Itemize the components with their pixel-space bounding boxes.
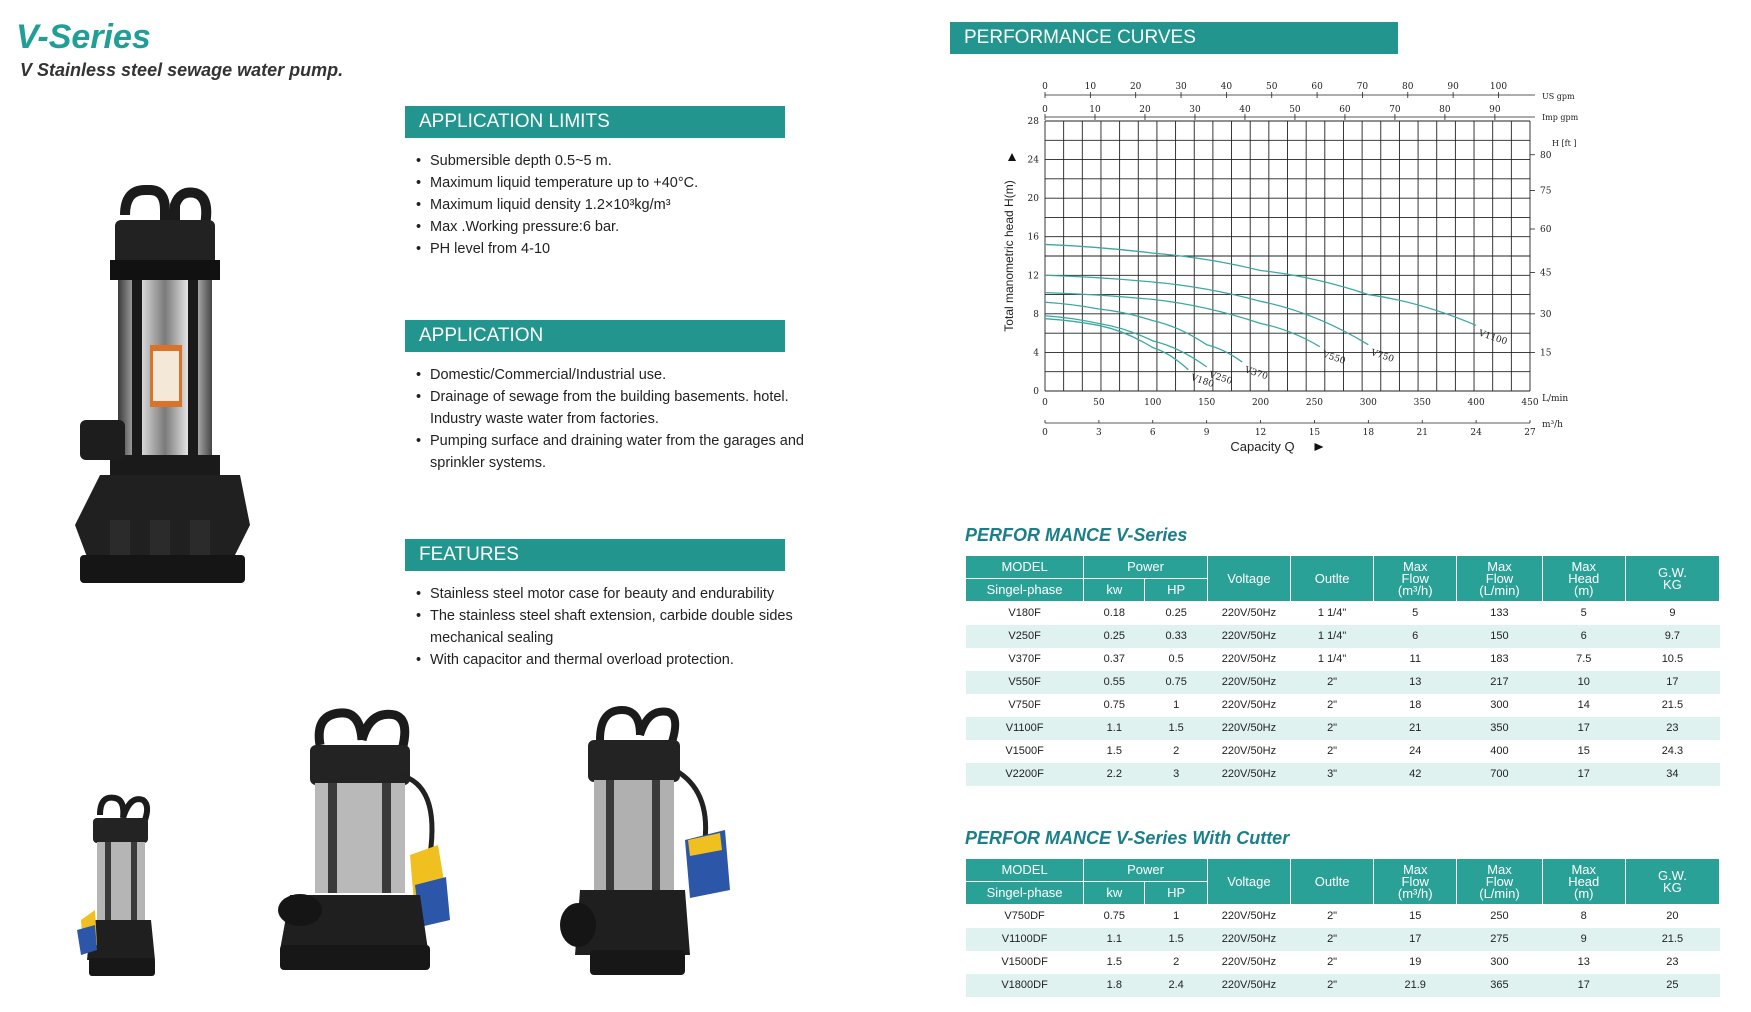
table-cell: V2200F xyxy=(966,763,1084,786)
ft-tick-label: 60 xyxy=(1540,225,1552,235)
m3h-axis-label: m³/h xyxy=(1542,420,1563,430)
col-model: MODEL xyxy=(966,859,1084,882)
table-cell: 2" xyxy=(1291,740,1374,763)
table2-title: PERFOR MANCE V-Series With Cutter xyxy=(965,828,1290,848)
impgpm-axis-label: Imp gpm xyxy=(1542,113,1579,122)
table-cell: V750F xyxy=(966,694,1084,717)
table-cell: 2" xyxy=(1291,671,1374,694)
table-cell: 24.3 xyxy=(1625,740,1719,763)
table-cell: 2" xyxy=(1291,928,1374,951)
x-tick-label: 50 xyxy=(1093,398,1105,408)
table-cell: 2 xyxy=(1145,740,1207,763)
usgpm-tick-label: 20 xyxy=(1129,82,1142,92)
table-cell: 220V/50Hz xyxy=(1207,763,1290,786)
col-phase: Singel-phase xyxy=(966,882,1084,905)
table-cell: 17 xyxy=(1625,671,1719,694)
table-cell: 34 xyxy=(1625,763,1719,786)
table-cell: 1.1 xyxy=(1084,717,1145,740)
curve-label: V550 xyxy=(1320,349,1347,367)
table-cell: 1.5 xyxy=(1145,928,1207,951)
table-row xyxy=(966,694,1720,717)
table-cell: 250 xyxy=(1457,905,1542,928)
table-cell: 220V/50Hz xyxy=(1207,928,1290,951)
table-cell: V180F xyxy=(966,602,1084,625)
table-cell: 17 xyxy=(1542,717,1625,740)
table-row xyxy=(966,671,1720,694)
usgpm-tick-label: 0 xyxy=(1042,82,1048,92)
m3h-tick-label: 9 xyxy=(1203,428,1210,438)
table-cell: 1 xyxy=(1145,905,1207,928)
table-cell: 42 xyxy=(1374,763,1457,786)
table-cell: 2" xyxy=(1291,905,1374,928)
y-tick-label: 20 xyxy=(1027,194,1039,205)
ft-tick-label: 80 xyxy=(1540,150,1552,161)
list-item: • PH level from 4-10 xyxy=(416,238,806,260)
col-max-head: Max Head (m) xyxy=(1542,859,1625,905)
table-cell: 10 xyxy=(1542,671,1625,694)
table-cell: 220V/50Hz xyxy=(1207,648,1290,671)
table-cell: 0.25 xyxy=(1084,625,1145,648)
table-cell: 2" xyxy=(1291,717,1374,740)
table-cell: 17 xyxy=(1542,974,1625,997)
table-cell: 23 xyxy=(1625,951,1719,974)
impgpm-tick-label: 90 xyxy=(1489,105,1501,115)
table-cell: 21.5 xyxy=(1625,694,1719,717)
list-item: • Maximum liquid density 1.2×10³kg/m³ xyxy=(416,194,806,216)
usgpm-tick-label: 100 xyxy=(1489,82,1508,92)
table-cell: 6 xyxy=(1542,625,1625,648)
table-cell: V1500F xyxy=(966,740,1084,763)
x-tick-label: 350 xyxy=(1413,398,1431,408)
table-row xyxy=(966,740,1720,763)
list-item: • With capacitor and thermal overload protection. xyxy=(416,649,816,671)
table-cell: 220V/50Hz xyxy=(1207,717,1290,740)
col-max-head: Max Head (m) xyxy=(1542,556,1625,602)
y-tick-label: 8 xyxy=(1033,309,1039,320)
table-cell: 9.7 xyxy=(1625,625,1719,648)
table-cell: 23 xyxy=(1625,717,1719,740)
table-cell: 21 xyxy=(1374,717,1457,740)
m3h-tick-label: 6 xyxy=(1149,428,1156,438)
col-voltage: Voltage xyxy=(1207,556,1290,602)
table-cell: 20 xyxy=(1625,905,1719,928)
curve-v250 xyxy=(1045,316,1207,367)
table-cell: 0.37 xyxy=(1084,648,1145,671)
col-kw: kw xyxy=(1084,882,1145,905)
performance-table xyxy=(965,555,1720,786)
col-voltage: Voltage xyxy=(1207,859,1290,905)
x-tick-label: 300 xyxy=(1359,398,1377,408)
table-cell: 2.4 xyxy=(1145,974,1207,997)
ft-axis-label: H [ft ] xyxy=(1552,139,1577,148)
usgpm-tick-label: 30 xyxy=(1175,82,1187,92)
table-cell: V1100F xyxy=(966,717,1084,740)
table-row xyxy=(966,951,1720,974)
table-cell: 150 xyxy=(1457,625,1542,648)
main-pump-image xyxy=(70,185,260,595)
curve-label: V1100 xyxy=(1477,328,1509,348)
curve-v750 xyxy=(1045,275,1368,344)
table-cell: 13 xyxy=(1374,671,1457,694)
table-cell: 220V/50Hz xyxy=(1207,671,1290,694)
table-cell: 2.2 xyxy=(1084,763,1145,786)
application-list xyxy=(416,364,816,474)
table-cell: 15 xyxy=(1374,905,1457,928)
curve-label: V750 xyxy=(1369,348,1396,365)
table-cell: 220V/50Hz xyxy=(1207,951,1290,974)
table-cell: 0.18 xyxy=(1084,602,1145,625)
col-hp: HP xyxy=(1145,579,1207,602)
ft-tick-label: 45 xyxy=(1540,268,1552,279)
table1-title: PERFOR MANCE V-Series xyxy=(965,525,1188,545)
table-cell: V1100DF xyxy=(966,928,1084,951)
table-cell: 220V/50Hz xyxy=(1207,694,1290,717)
table-row xyxy=(966,648,1720,671)
cutter-performance-table xyxy=(965,858,1720,997)
curve-label: V250 xyxy=(1207,370,1234,388)
table-cell: 0.75 xyxy=(1084,694,1145,717)
m3h-tick-label: 18 xyxy=(1362,428,1375,438)
impgpm-tick-label: 20 xyxy=(1139,105,1151,115)
small-pump-image xyxy=(75,790,160,990)
table-cell: 365 xyxy=(1457,974,1542,997)
table-cell: 8 xyxy=(1542,905,1625,928)
y-tick-label: 4 xyxy=(1033,348,1039,359)
m3h-tick-label: 12 xyxy=(1254,428,1267,438)
performance-curve-chart xyxy=(1000,76,1700,516)
table-cell: 24 xyxy=(1374,740,1457,763)
x-tick-label: 150 xyxy=(1198,398,1216,408)
list-item: • Submersible depth 0.5~5 m. xyxy=(416,150,806,172)
col-kw: kw xyxy=(1084,579,1145,602)
col-max-flow-m3h: Max Flow (m³/h) xyxy=(1374,859,1457,905)
list-item: • Domestic/Commercial/Industrial use. xyxy=(416,364,816,386)
table-cell: 5 xyxy=(1374,602,1457,625)
y-tick-label: 16 xyxy=(1027,232,1039,243)
list-item: • Stainless steel motor case for beauty and endurability xyxy=(416,583,816,605)
performance-curves-heading: PERFORMANCE CURVES xyxy=(950,22,1398,54)
col-max-flow-lmin: Max Flow (L/min) xyxy=(1457,556,1542,602)
table-cell: 9 xyxy=(1625,602,1719,625)
list-item: • Maximum liquid temperature up to +40°C. xyxy=(416,172,806,194)
curve-v1100 xyxy=(1045,244,1476,325)
table-cell: 700 xyxy=(1457,763,1542,786)
list-item: • Pumping surface and draining water from the garages and sprinkler systems. xyxy=(416,430,816,474)
table-cell: 220V/50Hz xyxy=(1207,602,1290,625)
table-cell: 0.33 xyxy=(1145,625,1207,648)
table-cell: 0.25 xyxy=(1145,602,1207,625)
usgpm-tick-label: 90 xyxy=(1447,82,1459,92)
table-cell: 1 1/4" xyxy=(1291,602,1374,625)
table-cell: 6 xyxy=(1374,625,1457,648)
list-item: • The stainless steel shaft extension, carbide double sides mechanical sealing xyxy=(416,605,816,649)
table-cell: 15 xyxy=(1542,740,1625,763)
table-cell: V550F xyxy=(966,671,1084,694)
x-tick-label: 250 xyxy=(1305,398,1324,408)
impgpm-tick-label: 10 xyxy=(1089,105,1101,115)
y-tick-label: 0 xyxy=(1033,387,1039,397)
col-gw: G.W. KG xyxy=(1625,859,1719,905)
table-cell: 17 xyxy=(1374,928,1457,951)
table-row xyxy=(966,974,1720,997)
m3h-tick-label: 21 xyxy=(1416,428,1428,438)
impgpm-tick-label: 50 xyxy=(1289,105,1301,115)
col-max-flow-lmin: Max Flow (L/min) xyxy=(1457,859,1542,905)
table-cell: 1.5 xyxy=(1084,951,1145,974)
y-axis-arrow xyxy=(1008,153,1016,161)
table-cell: V250F xyxy=(966,625,1084,648)
col-max-flow-m3h: Max Flow (m³/h) xyxy=(1374,556,1457,602)
usgpm-tick-label: 50 xyxy=(1266,82,1278,92)
m3h-tick-label: 3 xyxy=(1096,428,1102,438)
table-cell: 17 xyxy=(1542,763,1625,786)
table-cell: 18 xyxy=(1374,694,1457,717)
col-outlet: Outlte xyxy=(1291,556,1374,602)
table-cell: 300 xyxy=(1457,951,1542,974)
table-cell: 183 xyxy=(1457,648,1542,671)
y-tick-label: 28 xyxy=(1027,117,1039,127)
table-cell: V750DF xyxy=(966,905,1084,928)
page-title: V-Series xyxy=(16,18,151,56)
impgpm-tick-label: 70 xyxy=(1389,105,1401,115)
usgpm-tick-label: 80 xyxy=(1402,82,1414,92)
table-row xyxy=(966,763,1720,786)
table-cell: 0.75 xyxy=(1145,671,1207,694)
impgpm-tick-label: 40 xyxy=(1239,105,1251,115)
table-cell: 220V/50Hz xyxy=(1207,625,1290,648)
table-cell: 133 xyxy=(1457,602,1542,625)
x-tick-label: 450 xyxy=(1521,398,1539,408)
usgpm-tick-label: 60 xyxy=(1311,82,1323,92)
m3h-tick-label: 27 xyxy=(1524,428,1536,438)
table-cell: 21.9 xyxy=(1374,974,1457,997)
page-subtitle: V Stainless steel sewage water pump. xyxy=(20,60,344,80)
table-cell: 220V/50Hz xyxy=(1207,974,1290,997)
cutter-pump-image xyxy=(560,700,735,995)
impgpm-tick-label: 60 xyxy=(1339,105,1351,115)
table-row xyxy=(966,928,1720,951)
table-cell: 21.5 xyxy=(1625,928,1719,951)
medium-pump-image xyxy=(270,705,460,995)
table-cell: 19 xyxy=(1374,951,1457,974)
table-cell: 7.5 xyxy=(1542,648,1625,671)
table-row xyxy=(966,625,1720,648)
y-tick-label: 12 xyxy=(1027,271,1039,282)
table-cell: 11 xyxy=(1374,648,1457,671)
usgpm-tick-label: 10 xyxy=(1084,82,1097,92)
table-row xyxy=(966,905,1720,928)
col-model: MODEL xyxy=(966,556,1084,579)
table-cell: 0.5 xyxy=(1145,648,1207,671)
table-cell: 1.1 xyxy=(1084,928,1145,951)
table-cell: 2" xyxy=(1291,694,1374,717)
curve-v180 xyxy=(1045,319,1188,370)
x-tick-label: 400 xyxy=(1467,398,1485,408)
table-cell: 1.5 xyxy=(1084,740,1145,763)
table-cell: 400 xyxy=(1457,740,1542,763)
table-cell: 25 xyxy=(1625,974,1719,997)
table-cell: 10.5 xyxy=(1625,648,1719,671)
table-cell: 1 1/4" xyxy=(1291,625,1374,648)
application-limits-heading: APPLICATION LIMITS xyxy=(405,106,785,138)
table-row xyxy=(966,602,1720,625)
list-item: • Drainage of sewage from the building basements. hotel. Industry waste water from factories. xyxy=(416,386,816,430)
table-cell: 1.5 xyxy=(1145,717,1207,740)
table-cell: 220V/50Hz xyxy=(1207,905,1290,928)
x-tick-label: 200 xyxy=(1251,398,1270,408)
curve-v550 xyxy=(1045,293,1320,347)
table-cell: 300 xyxy=(1457,694,1542,717)
table-cell: 2" xyxy=(1291,974,1374,997)
m3h-tick-label: 0 xyxy=(1042,428,1048,438)
table-cell: 2 xyxy=(1145,951,1207,974)
ft-tick-label: 75 xyxy=(1540,186,1552,197)
table-cell: 217 xyxy=(1457,671,1542,694)
col-outlet: Outlte xyxy=(1291,859,1374,905)
table-cell: 3" xyxy=(1291,763,1374,786)
table-row xyxy=(966,717,1720,740)
x-axis-title: Capacity Q xyxy=(1230,439,1295,454)
table-cell: 0.75 xyxy=(1084,905,1145,928)
ft-tick-label: 30 xyxy=(1540,309,1552,320)
col-phase: Singel-phase xyxy=(966,579,1084,602)
usgpm-tick-label: 40 xyxy=(1220,82,1233,92)
col-gw: G.W. KG xyxy=(1625,556,1719,602)
ft-tick-label: 15 xyxy=(1540,348,1552,359)
m3h-tick-label: 24 xyxy=(1470,428,1482,438)
table-cell: V1800DF xyxy=(966,974,1084,997)
impgpm-tick-label: 30 xyxy=(1189,105,1201,115)
col-hp: HP xyxy=(1145,882,1207,905)
table-cell: 0.55 xyxy=(1084,671,1145,694)
curve-label: V180 xyxy=(1189,373,1216,390)
table-cell: 3 xyxy=(1145,763,1207,786)
y-axis-title: Total manometric head H(m) xyxy=(1002,180,1016,332)
table-cell: 14 xyxy=(1542,694,1625,717)
m3h-tick-label: 15 xyxy=(1308,428,1321,438)
table-cell: 220V/50Hz xyxy=(1207,740,1290,763)
usgpm-tick-label: 70 xyxy=(1356,82,1369,92)
list-item: • Max .Working pressure:6 bar. xyxy=(416,216,806,238)
curve-label: V370 xyxy=(1243,365,1269,383)
table-cell: 5 xyxy=(1542,602,1625,625)
x-tick-label: 100 xyxy=(1144,398,1162,408)
features-list xyxy=(416,583,816,671)
y-tick-label: 24 xyxy=(1027,155,1039,166)
table-cell: 275 xyxy=(1457,928,1542,951)
table-cell: 13 xyxy=(1542,951,1625,974)
x-axis-arrow xyxy=(1315,443,1324,451)
features-heading: FEATURES xyxy=(405,539,785,571)
impgpm-tick-label: 80 xyxy=(1439,105,1451,115)
impgpm-tick-label: 0 xyxy=(1042,105,1048,115)
lmin-axis-label: L/min xyxy=(1542,394,1569,404)
application-limits-list xyxy=(416,150,806,260)
table-cell: 9 xyxy=(1542,928,1625,951)
table-cell: 1 xyxy=(1145,694,1207,717)
col-power: Power xyxy=(1084,859,1208,882)
col-power: Power xyxy=(1084,556,1208,579)
table-cell: V370F xyxy=(966,648,1084,671)
x-tick-label: 0 xyxy=(1042,398,1048,408)
table-cell: 2" xyxy=(1291,951,1374,974)
table-cell: 1 1/4" xyxy=(1291,648,1374,671)
table-cell: 1.8 xyxy=(1084,974,1145,997)
table-cell: 350 xyxy=(1457,717,1542,740)
table-cell: V1500DF xyxy=(966,951,1084,974)
usgpm-axis-label: US gpm xyxy=(1542,92,1575,101)
application-heading: APPLICATION xyxy=(405,320,785,352)
